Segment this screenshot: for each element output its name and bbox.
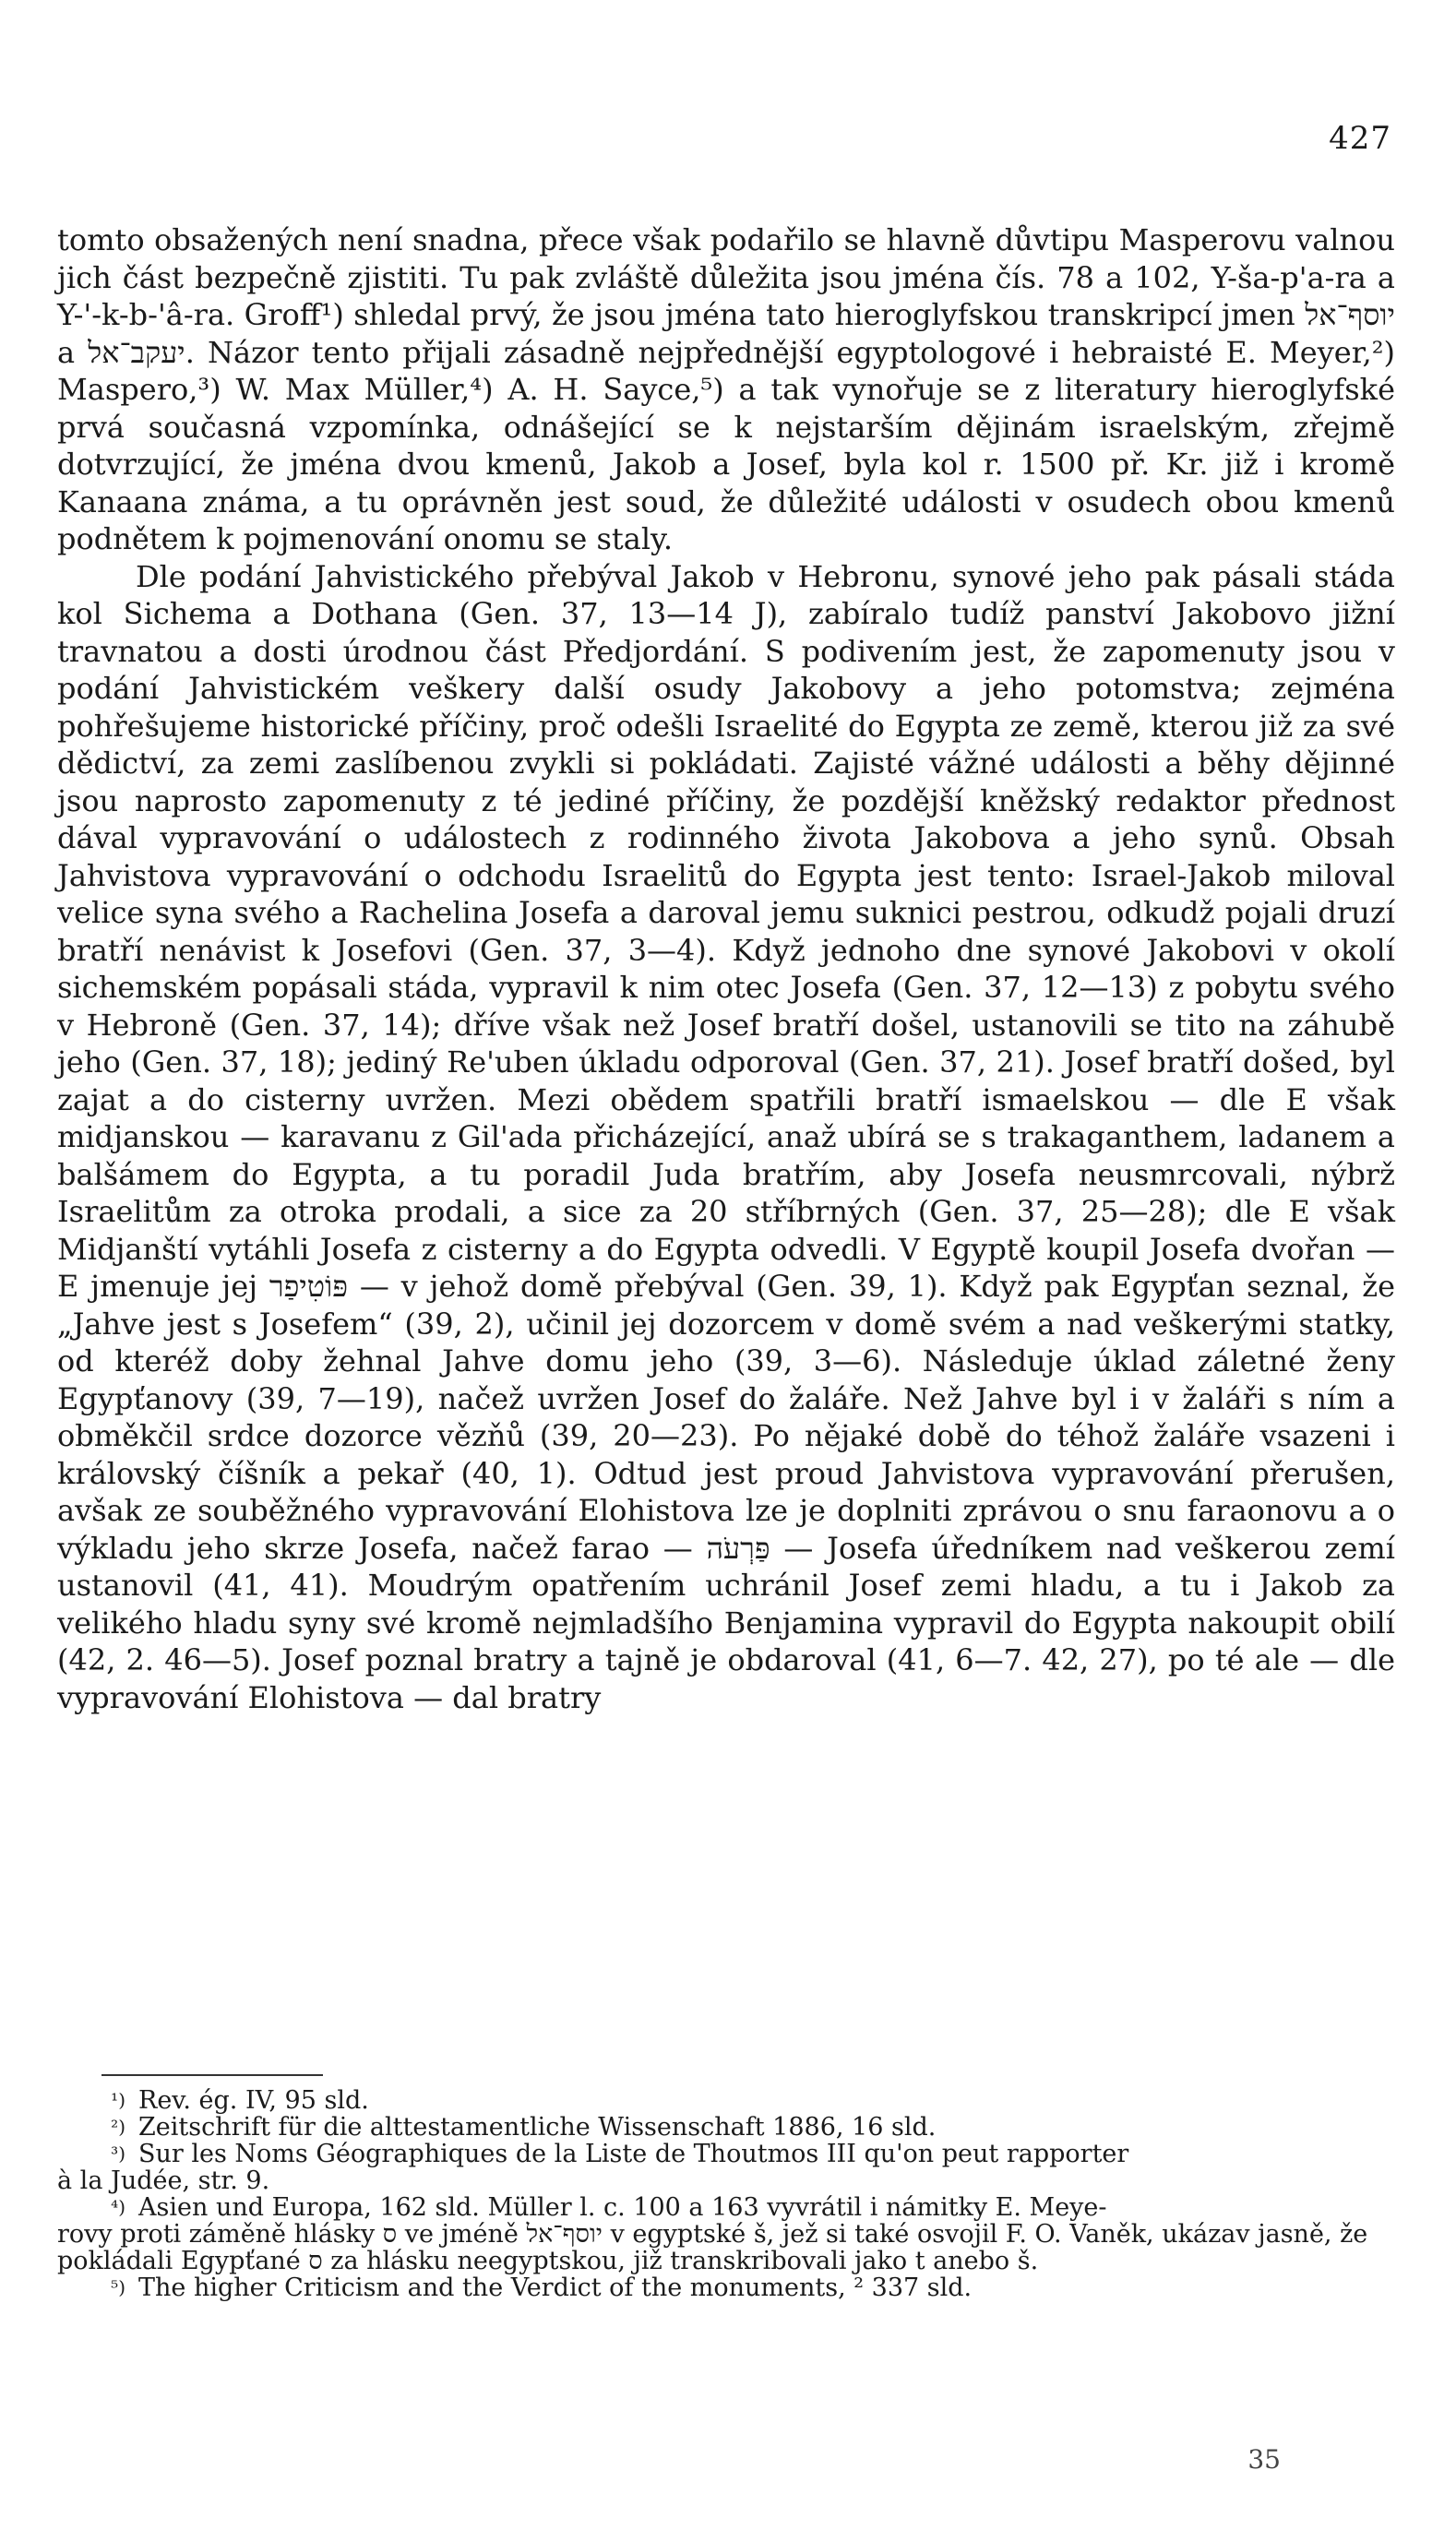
footnote-text: Sur les Noms Géographiques de la Liste de Thoutmos III qu'on peut rapporter <box>138 2140 1129 2168</box>
footnote-text: Asien und Europa, 162 sld. Müller l. c. 100 a 163 vyvrátil i námitky E. Meye- <box>138 2193 1107 2222</box>
footnote-text: The higher Criticism and the Verdict of the monuments, ² 337 sld. <box>138 2273 973 2302</box>
footnote-mark: ⁵) <box>111 2276 125 2298</box>
footnotes <box>57 2087 1395 2301</box>
footnote-2 <box>57 2114 1395 2141</box>
footnote-continuation: rovy proti záměně hlásky ס ve jméně יוסף־אל v egyptské š, jež si také osvojil F. O. Vaněk, ukázav jasně, že pokládali Egypťané ס za hlásku neegyptskou, již transkribovali jako t anebo š. <box>57 2220 1368 2275</box>
page-number: 427 <box>1329 120 1391 157</box>
footnote-1 <box>57 2087 1395 2114</box>
footnote-continuation: à la Judée, str. 9. <box>57 2166 270 2195</box>
paragraph-1: tomto obsažených není snadna, přece však podařilo se hlavně důvtipu Masperovu valnou jich část bezpečně zjistiti. Tu pak zvláště důležita jsou jména čís. 78 a 102, Y-ša-p'a-ra a Y-'-k-b-'â-ra. Groff¹) shledal prvý, že jsou jména tato hieroglyfskou transkripcí jmen יוסף־אל a יעקב־אל. Názor tento přijali zásadně nejpřednější egyptologové i hebraisté E. Meyer,²) Maspero,³) W. Max Müller,⁴) A. H. Sayce,⁵) a tak vynořuje se z literatury hieroglyfské prvá současná vzpomínka, odnášející se k nejstarším dějinám israelským, zřejmě dotvrzující, že jména dvou kmenů, Jakob a Josef, byla kol r. 1500 př. Kr. již i kromě Kanaana známa, a tu oprávněn jest soud, že důležité události v osudech obou kmenů podnětem k pojmenování onomu se staly. <box>57 222 1396 556</box>
paragraph-2: Dle podání Jahvistického přebýval Jakob v Hebronu, synové jeho pak pásali stáda kol Sichema a Dothana (Gen. 37, 13—14 J), zabíralo tudíž panství Jakobovo jižní travnatou a dosti úrodnou část Předjordání. S podivením jest, že zapomenuty jsou v podání Jahvistickém veškery další osudy Jakobovy a jeho potomstva; zejména pohřešujeme historické příčiny, proč odešli Israelité do Egypta ze země, kterou již za své dědictví, za zemi zaslíbenou zvykli si pokládati. Zajisté vážné události a běhy dějinné jsou naprosto zapomenuty z té jediné příčiny, že pozdější kněžský redaktor přednost dával vypravování o událostech z rodinného života Jakobova a jeho synů. Obsah Jahvistova vypravování o odchodu Israelitů do Egypta jest tento: Israel-Jakob miloval velice syna svého a Rachelina Josefa a daroval jemu suknici pestrou, odkudž pojali druzí bratří nenávist k Josefovi (Gen. 37, 3—4). Když jednoho dne synové Jakobovi v okolí sichemském popásali stáda, vypravil k nim otec Josefa (Gen. 37, 12—13) z pobytu svého v Hebroně (Gen. 37, 14); dříve však než Josef bratří došel, ustanovili se tito na záhubě jeho (Gen. 37, 18); jediný Re'uben úkladu odporoval (Gen. 37, 21). Josef bratří došed, byl zajat a do cisterny uvržen. Mezi obědem spatřili bratří ismaelskou — dle E však midjanskou — karavanu z Gil'ada přicházející, anaž ubírá se s trakaganthem, ladanem a balšámem do Egypta, a tu poradil Juda bratřím, aby Josefa neusmrcovali, nýbrž Israelitům za otroka prodali, a sice za 20 stříbrných (Gen. 37, 25—28); dle E však Midjanští vytáhli Josefa z cisterny a do Egypta odvedli. V Egyptě koupil Josefa dvořan — E jmenuje jej פּוֹטִיפַר — v jehož domě přebýval (Gen. 39, 1). Když pak Egypťan seznal, že „Jahve jest s Josefem“ (39, 2), učinil jej dozorcem v domě svém a nad veškerými statky, od kteréž doby žehnal Jahve domu jeho (39, 3—6). Následuje úklad záletné ženy Egypťanovy (39, 7—19), načež uvržen Josef do žaláře. Než Jahve byl i v žaláři s ním a obměkčil srdce dozorce vězňů (39, 20—23). Po nějaké době do téhož žaláře vsazeni i královský číšník a pekař (40, 1). Odtud jest proud Jahvistova vypravování přerušen, avšak ze souběžného vypravování Elohistova lze je doplniti zprávou o snu faraonovu a o výkladu jeho skrze Josefa, načež farao — פַּרְעֹה — Josefa úředníkem nad veškerou zemí ustanovil (41, 41). Moudrým opatřením uchránil Josef zemi hladu, a tu i Jakob za velikého hladu syny své kromě nejmladšího Benjamina vypravil do Egypta nakoupit obilí (42, 2. 46—5). Josef poznal bratry a tajně je obdaroval (41, 6—7. 42, 27), po té ale — dle vypravování Elohistova — dal bratry <box>57 558 1396 1715</box>
signature-mark: 35 <box>1247 2444 1281 2475</box>
footnote-4 <box>57 2194 1395 2274</box>
footnote-mark: ²) <box>111 2116 125 2138</box>
footnote-5 <box>57 2274 1395 2301</box>
footnote-mark: ⁴) <box>111 2196 125 2218</box>
footnote-text: Rev. ég. IV, 95 sld. <box>138 2086 369 2115</box>
footnote-text: Zeitschrift für die alttestamentliche Wissenschaft 1886, 16 sld. <box>138 2113 937 2142</box>
footnote-mark: ¹) <box>111 2089 125 2111</box>
footnote-mark: ³) <box>111 2142 125 2165</box>
footnote-3 <box>57 2141 1395 2194</box>
body-text <box>57 221 1395 1716</box>
footnote-rule <box>101 2074 323 2076</box>
